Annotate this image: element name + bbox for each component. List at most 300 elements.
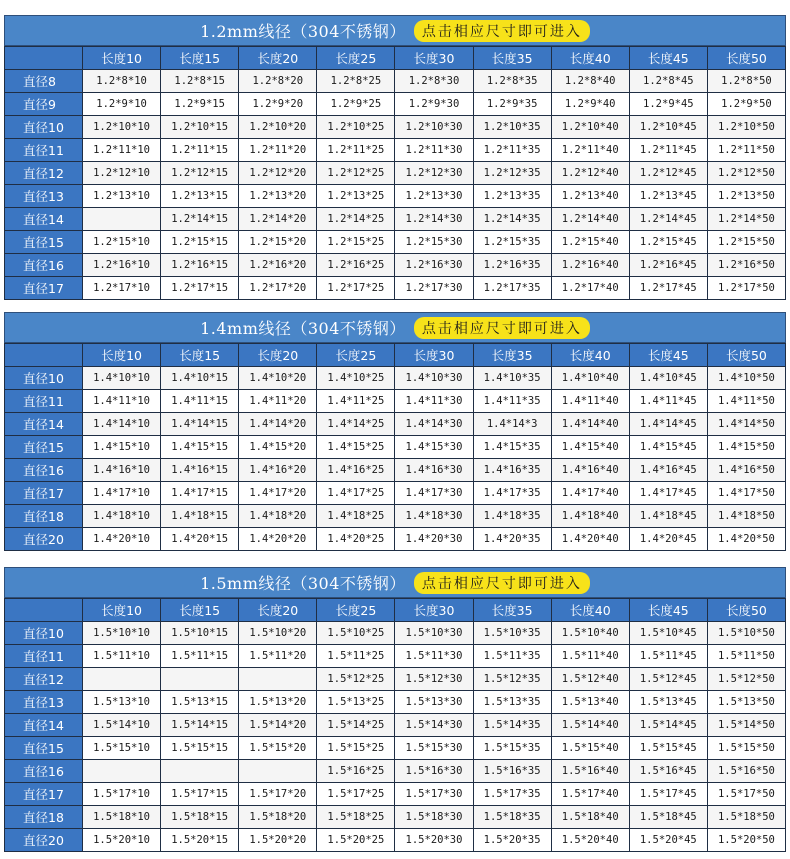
size-link-cell[interactable]: 1.4*17*45 — [629, 482, 707, 505]
size-link-cell[interactable]: 1.4*20*30 — [395, 528, 473, 551]
size-link-cell[interactable]: 1.4*14*3 — [473, 413, 551, 436]
diameter-label: 直径11 — [5, 645, 83, 668]
size-link-cell[interactable]: 1.2*15*10 — [83, 231, 161, 254]
size-link-cell[interactable]: 1.2*11*25 — [317, 139, 395, 162]
size-link-cell[interactable]: 1.4*10*10 — [83, 367, 161, 390]
size-link-cell[interactable]: 1.4*20*50 — [707, 528, 785, 551]
size-link-cell[interactable]: 1.5*10*20 — [239, 622, 317, 645]
size-link-cell[interactable]: 1.2*9*35 — [473, 93, 551, 116]
size-link-cell[interactable]: 1.2*17*25 — [317, 277, 395, 300]
size-link-cell[interactable]: 1.2*17*50 — [707, 277, 785, 300]
size-link-cell[interactable]: 1.2*13*10 — [83, 185, 161, 208]
table-row — [5, 208, 786, 231]
size-link-cell[interactable]: 1.4*15*35 — [473, 436, 551, 459]
size-link-cell[interactable]: 1.5*10*25 — [317, 622, 395, 645]
size-link-cell[interactable]: 1.4*17*20 — [239, 482, 317, 505]
size-link-cell[interactable]: 1.4*16*50 — [707, 459, 785, 482]
size-link-cell[interactable]: 1.4*18*50 — [707, 505, 785, 528]
size-link-cell[interactable]: 1.2*12*10 — [83, 162, 161, 185]
size-link-cell[interactable]: 1.5*18*30 — [395, 806, 473, 829]
size-link-cell[interactable]: 1.4*15*30 — [395, 436, 473, 459]
size-link-cell[interactable]: 1.5*20*50 — [707, 829, 785, 852]
size-link-cell[interactable]: 1.2*16*25 — [317, 254, 395, 277]
length-header: 长度25 — [317, 344, 395, 367]
size-link-cell[interactable]: 1.5*14*20 — [239, 714, 317, 737]
size-link-cell[interactable]: 1.2*13*20 — [239, 185, 317, 208]
size-link-cell[interactable]: 1.4*15*20 — [239, 436, 317, 459]
diameter-label: 直径10 — [5, 116, 83, 139]
size-link-cell[interactable]: 1.5*17*50 — [707, 783, 785, 806]
size-link-cell[interactable]: 1.2*17*40 — [551, 277, 629, 300]
size-link-cell[interactable]: 1.5*18*15 — [161, 806, 239, 829]
size-link-cell[interactable]: 1.2*8*40 — [551, 70, 629, 93]
size-link-cell[interactable]: 1.5*13*40 — [551, 691, 629, 714]
size-link-cell[interactable]: 1.2*11*40 — [551, 139, 629, 162]
size-link-cell[interactable]: 1.4*17*40 — [551, 482, 629, 505]
size-link-cell[interactable]: 1.2*10*10 — [83, 116, 161, 139]
size-link-cell[interactable]: 1.5*18*40 — [551, 806, 629, 829]
size-link-cell[interactable]: 1.5*15*20 — [239, 737, 317, 760]
size-link-cell[interactable]: 1.4*11*30 — [395, 390, 473, 413]
size-link-cell[interactable]: 1.2*9*15 — [161, 93, 239, 116]
size-link-cell[interactable]: 1.4*14*50 — [707, 413, 785, 436]
size-link-cell[interactable]: 1.2*8*50 — [707, 70, 785, 93]
size-link-cell[interactable]: 1.4*10*40 — [551, 367, 629, 390]
size-link-cell[interactable]: 1.2*12*25 — [317, 162, 395, 185]
size-link-cell[interactable]: 1.5*20*40 — [551, 829, 629, 852]
size-link-cell[interactable]: 1.5*11*25 — [317, 645, 395, 668]
size-link-cell[interactable]: 1.2*9*30 — [395, 93, 473, 116]
size-link-cell[interactable]: 1.2*15*45 — [629, 231, 707, 254]
size-link-cell[interactable]: 1.5*15*10 — [83, 737, 161, 760]
table-row — [5, 528, 786, 551]
header-row — [5, 47, 786, 70]
size-link-cell[interactable]: 1.4*14*40 — [551, 413, 629, 436]
size-link-cell[interactable]: 1.4*10*35 — [473, 367, 551, 390]
length-header: 长度25 — [317, 599, 395, 622]
size-link-cell[interactable]: 1.5*11*45 — [629, 645, 707, 668]
size-link-cell[interactable]: 1.4*17*10 — [83, 482, 161, 505]
size-link-cell[interactable]: 1.2*10*15 — [161, 116, 239, 139]
size-link-cell[interactable]: 1.5*16*30 — [395, 760, 473, 783]
length-header: 长度10 — [83, 344, 161, 367]
size-link-cell[interactable]: 1.5*14*50 — [707, 714, 785, 737]
size-link-cell[interactable]: 1.4*11*45 — [629, 390, 707, 413]
size-link-cell[interactable]: 1.5*14*45 — [629, 714, 707, 737]
diameter-label: 直径13 — [5, 691, 83, 714]
size-link-cell[interactable]: 1.4*10*30 — [395, 367, 473, 390]
size-link-cell[interactable]: 1.5*10*35 — [473, 622, 551, 645]
size-link-cell[interactable]: 1.2*12*20 — [239, 162, 317, 185]
size-link-cell[interactable]: 1.4*14*30 — [395, 413, 473, 436]
size-link-cell[interactable]: 1.5*17*45 — [629, 783, 707, 806]
size-link-cell[interactable]: 1.5*20*45 — [629, 829, 707, 852]
diameter-label: 直径8 — [5, 70, 83, 93]
size-link-cell[interactable]: 1.2*14*25 — [317, 208, 395, 231]
size-link-cell[interactable]: 1.5*20*10 — [83, 829, 161, 852]
size-link-cell[interactable]: 1.5*12*30 — [395, 668, 473, 691]
size-link-cell[interactable]: 1.5*11*40 — [551, 645, 629, 668]
size-link-cell[interactable]: 1.4*14*10 — [83, 413, 161, 436]
size-link-cell[interactable]: 1.2*10*35 — [473, 116, 551, 139]
size-link-cell[interactable]: 1.2*10*45 — [629, 116, 707, 139]
table-title-bar — [4, 312, 786, 343]
table-row — [5, 277, 786, 300]
length-header: 长度10 — [83, 599, 161, 622]
size-link-cell[interactable]: 1.4*16*10 — [83, 459, 161, 482]
enter-size-link[interactable]: 点击相应尺寸即可进入 — [414, 572, 590, 594]
size-link-cell[interactable]: 1.5*11*10 — [83, 645, 161, 668]
size-link-cell[interactable]: 1.5*16*25 — [317, 760, 395, 783]
size-link-cell[interactable]: 1.2*16*15 — [161, 254, 239, 277]
size-link-cell[interactable]: 1.5*17*20 — [239, 783, 317, 806]
length-header: 长度20 — [239, 344, 317, 367]
size-link-cell[interactable]: 1.4*17*50 — [707, 482, 785, 505]
size-link-cell[interactable]: 1.4*14*20 — [239, 413, 317, 436]
size-link-cell[interactable]: 1.2*8*15 — [161, 70, 239, 93]
size-link-cell[interactable]: 1.2*12*40 — [551, 162, 629, 185]
size-link-cell[interactable]: 1.2*13*30 — [395, 185, 473, 208]
size-link-cell[interactable]: 1.5*17*35 — [473, 783, 551, 806]
size-link-cell[interactable]: 1.4*11*50 — [707, 390, 785, 413]
size-link-cell[interactable]: 1.2*15*25 — [317, 231, 395, 254]
table-row — [5, 622, 786, 645]
size-link-cell[interactable]: 1.5*20*30 — [395, 829, 473, 852]
diameter-label: 直径10 — [5, 367, 83, 390]
size-link-cell[interactable]: 1.4*15*25 — [317, 436, 395, 459]
size-link-cell[interactable]: 1.2*16*10 — [83, 254, 161, 277]
size-link-cell[interactable]: 1.2*11*10 — [83, 139, 161, 162]
size-link-cell[interactable]: 1.2*13*40 — [551, 185, 629, 208]
size-link-cell[interactable]: 1.2*10*50 — [707, 116, 785, 139]
size-link-cell[interactable]: 1.5*15*40 — [551, 737, 629, 760]
size-link-cell[interactable]: 1.4*11*40 — [551, 390, 629, 413]
size-link-cell[interactable]: 1.2*14*15 — [161, 208, 239, 231]
size-link-cell[interactable]: 1.4*15*10 — [83, 436, 161, 459]
size-link-cell[interactable]: 1.4*16*30 — [395, 459, 473, 482]
table-row — [5, 645, 786, 668]
size-link-cell[interactable]: 1.2*11*20 — [239, 139, 317, 162]
size-link-cell[interactable]: 1.5*16*50 — [707, 760, 785, 783]
size-link-cell[interactable]: 1.5*14*35 — [473, 714, 551, 737]
size-link-cell[interactable]: 1.2*15*35 — [473, 231, 551, 254]
size-link-cell[interactable]: 1.2*9*50 — [707, 93, 785, 116]
size-link-cell[interactable]: 1.5*16*45 — [629, 760, 707, 783]
size-link-cell[interactable]: 1.4*15*50 — [707, 436, 785, 459]
size-link-cell[interactable]: 1.2*9*40 — [551, 93, 629, 116]
size-link-cell[interactable]: 1.5*18*45 — [629, 806, 707, 829]
size-link-cell[interactable]: 1.4*20*40 — [551, 528, 629, 551]
corner-cell — [5, 599, 83, 622]
size-link-cell[interactable]: 1.2*8*25 — [317, 70, 395, 93]
diameter-label: 直径10 — [5, 622, 83, 645]
size-link-cell[interactable]: 1.5*14*10 — [83, 714, 161, 737]
size-link-cell[interactable]: 1.5*16*35 — [473, 760, 551, 783]
size-link-cell[interactable]: 1.2*14*50 — [707, 208, 785, 231]
diameter-label: 直径18 — [5, 505, 83, 528]
diameter-label: 直径15 — [5, 436, 83, 459]
size-link-cell[interactable]: 1.5*11*35 — [473, 645, 551, 668]
size-link-cell[interactable]: 1.4*16*40 — [551, 459, 629, 482]
size-link-cell[interactable]: 1.2*17*15 — [161, 277, 239, 300]
size-link-cell[interactable]: 1.2*14*45 — [629, 208, 707, 231]
size-link-cell[interactable]: 1.5*15*15 — [161, 737, 239, 760]
empty-cell — [161, 760, 239, 783]
size-link-cell[interactable]: 1.5*20*20 — [239, 829, 317, 852]
size-link-cell[interactable]: 1.2*13*15 — [161, 185, 239, 208]
size-link-cell[interactable]: 1.4*18*30 — [395, 505, 473, 528]
size-link-cell[interactable]: 1.2*13*50 — [707, 185, 785, 208]
size-link-cell[interactable]: 1.2*11*35 — [473, 139, 551, 162]
size-link-cell[interactable]: 1.2*10*40 — [551, 116, 629, 139]
size-link-cell[interactable]: 1.2*11*15 — [161, 139, 239, 162]
size-link-cell[interactable]: 1.4*10*45 — [629, 367, 707, 390]
size-link-cell[interactable]: 1.5*15*30 — [395, 737, 473, 760]
size-link-cell[interactable]: 1.5*14*25 — [317, 714, 395, 737]
size-link-cell[interactable]: 1.2*8*45 — [629, 70, 707, 93]
size-link-cell[interactable]: 1.4*17*35 — [473, 482, 551, 505]
size-link-cell[interactable]: 1.2*15*40 — [551, 231, 629, 254]
size-link-cell[interactable]: 1.4*18*20 — [239, 505, 317, 528]
size-link-cell[interactable]: 1.5*20*35 — [473, 829, 551, 852]
size-link-cell[interactable]: 1.4*18*35 — [473, 505, 551, 528]
size-link-cell[interactable]: 1.2*16*50 — [707, 254, 785, 277]
size-link-cell[interactable]: 1.5*14*40 — [551, 714, 629, 737]
enter-size-link[interactable]: 点击相应尺寸即可进入 — [414, 20, 590, 42]
size-link-cell[interactable]: 1.5*13*30 — [395, 691, 473, 714]
size-link-cell[interactable]: 1.5*13*15 — [161, 691, 239, 714]
size-link-cell[interactable]: 1.4*10*50 — [707, 367, 785, 390]
size-link-cell[interactable]: 1.2*15*50 — [707, 231, 785, 254]
size-link-cell[interactable]: 1.2*9*10 — [83, 93, 161, 116]
size-link-cell[interactable]: 1.5*14*15 — [161, 714, 239, 737]
size-link-cell[interactable]: 1.5*14*30 — [395, 714, 473, 737]
diameter-label: 直径15 — [5, 231, 83, 254]
size-link-cell[interactable]: 1.4*18*10 — [83, 505, 161, 528]
size-link-cell[interactable]: 1.4*17*25 — [317, 482, 395, 505]
diameter-label: 直径13 — [5, 185, 83, 208]
table-row — [5, 806, 786, 829]
size-link-cell[interactable]: 1.5*10*50 — [707, 622, 785, 645]
size-link-cell[interactable]: 1.5*15*45 — [629, 737, 707, 760]
diameter-label: 直径20 — [5, 829, 83, 852]
table-row — [5, 482, 786, 505]
size-link-cell[interactable]: 1.5*20*15 — [161, 829, 239, 852]
size-link-cell[interactable]: 1.5*18*10 — [83, 806, 161, 829]
size-link-cell[interactable]: 1.2*12*30 — [395, 162, 473, 185]
size-link-cell[interactable]: 1.4*16*25 — [317, 459, 395, 482]
size-link-cell[interactable]: 1.2*12*15 — [161, 162, 239, 185]
table-title: 1.4mm线径（304不锈钢） — [200, 319, 406, 338]
size-link-cell[interactable]: 1.4*20*10 — [83, 528, 161, 551]
size-link-cell[interactable]: 1.2*8*20 — [239, 70, 317, 93]
size-link-cell[interactable]: 1.5*11*50 — [707, 645, 785, 668]
size-link-cell[interactable]: 1.4*16*20 — [239, 459, 317, 482]
size-link-cell[interactable]: 1.2*11*45 — [629, 139, 707, 162]
size-link-cell[interactable]: 1.4*18*45 — [629, 505, 707, 528]
size-link-cell[interactable]: 1.5*17*25 — [317, 783, 395, 806]
table-row — [5, 162, 786, 185]
size-link-cell[interactable]: 1.2*15*15 — [161, 231, 239, 254]
size-link-cell[interactable]: 1.4*14*25 — [317, 413, 395, 436]
length-header: 长度40 — [551, 599, 629, 622]
size-link-cell[interactable]: 1.4*11*15 — [161, 390, 239, 413]
size-link-cell[interactable]: 1.5*11*15 — [161, 645, 239, 668]
size-link-cell[interactable]: 1.2*8*30 — [395, 70, 473, 93]
size-link-cell[interactable]: 1.5*16*40 — [551, 760, 629, 783]
size-link-cell[interactable]: 1.5*15*50 — [707, 737, 785, 760]
table-row — [5, 185, 786, 208]
size-link-cell[interactable]: 1.2*12*45 — [629, 162, 707, 185]
size-link-cell[interactable]: 1.2*14*20 — [239, 208, 317, 231]
size-link-cell[interactable]: 1.2*13*45 — [629, 185, 707, 208]
size-link-cell[interactable]: 1.5*12*45 — [629, 668, 707, 691]
size-link-cell[interactable]: 1.4*18*25 — [317, 505, 395, 528]
size-link-cell[interactable]: 1.4*16*15 — [161, 459, 239, 482]
size-link-cell[interactable]: 1.4*16*35 — [473, 459, 551, 482]
size-link-cell[interactable]: 1.5*13*20 — [239, 691, 317, 714]
size-link-cell[interactable]: 1.5*13*25 — [317, 691, 395, 714]
size-link-cell[interactable]: 1.5*12*25 — [317, 668, 395, 691]
size-link-cell[interactable]: 1.5*18*35 — [473, 806, 551, 829]
size-link-cell[interactable]: 1.2*12*50 — [707, 162, 785, 185]
size-link-cell[interactable]: 1.4*20*35 — [473, 528, 551, 551]
size-link-cell[interactable]: 1.4*20*20 — [239, 528, 317, 551]
table-row — [5, 783, 786, 806]
size-link-cell[interactable]: 1.2*17*45 — [629, 277, 707, 300]
size-link-cell[interactable]: 1.5*13*50 — [707, 691, 785, 714]
size-link-cell[interactable]: 1.2*16*35 — [473, 254, 551, 277]
size-link-cell[interactable]: 1.5*12*50 — [707, 668, 785, 691]
size-link-cell[interactable]: 1.2*10*30 — [395, 116, 473, 139]
empty-cell — [239, 668, 317, 691]
size-link-cell[interactable]: 1.4*11*35 — [473, 390, 551, 413]
size-link-cell[interactable]: 1.5*11*30 — [395, 645, 473, 668]
size-link-cell[interactable]: 1.4*17*15 — [161, 482, 239, 505]
size-link-cell[interactable]: 1.4*20*45 — [629, 528, 707, 551]
size-link-cell[interactable]: 1.4*11*20 — [239, 390, 317, 413]
size-link-cell[interactable]: 1.2*15*30 — [395, 231, 473, 254]
size-link-cell[interactable]: 1.2*17*30 — [395, 277, 473, 300]
size-link-cell[interactable]: 1.4*18*15 — [161, 505, 239, 528]
size-link-cell[interactable]: 1.5*18*20 — [239, 806, 317, 829]
size-link-cell[interactable]: 1.2*16*20 — [239, 254, 317, 277]
table-row — [5, 231, 786, 254]
size-link-cell[interactable]: 1.4*16*45 — [629, 459, 707, 482]
size-link-cell[interactable]: 1.2*15*20 — [239, 231, 317, 254]
size-link-cell[interactable]: 1.2*14*30 — [395, 208, 473, 231]
size-link-cell[interactable]: 1.5*10*45 — [629, 622, 707, 645]
size-link-cell[interactable]: 1.4*15*45 — [629, 436, 707, 459]
size-link-cell[interactable]: 1.4*17*30 — [395, 482, 473, 505]
size-link-cell[interactable]: 1.4*15*40 — [551, 436, 629, 459]
size-link-cell[interactable]: 1.5*13*10 — [83, 691, 161, 714]
table-row — [5, 505, 786, 528]
enter-size-link[interactable]: 点击相应尺寸即可进入 — [414, 317, 590, 339]
size-link-cell[interactable]: 1.2*10*25 — [317, 116, 395, 139]
table-title: 1.5mm线径（304不锈钢） — [200, 574, 406, 593]
size-link-cell[interactable]: 1.5*15*25 — [317, 737, 395, 760]
table-row — [5, 139, 786, 162]
length-header: 长度45 — [629, 344, 707, 367]
size-link-cell[interactable]: 1.2*11*30 — [395, 139, 473, 162]
size-link-cell[interactable]: 1.5*13*35 — [473, 691, 551, 714]
table-row — [5, 70, 786, 93]
size-link-cell[interactable]: 1.5*15*35 — [473, 737, 551, 760]
size-link-cell[interactable]: 1.5*18*25 — [317, 806, 395, 829]
size-link-cell[interactable]: 1.5*18*50 — [707, 806, 785, 829]
size-link-cell[interactable]: 1.5*13*45 — [629, 691, 707, 714]
size-link-cell[interactable]: 1.2*14*35 — [473, 208, 551, 231]
size-link-cell[interactable]: 1.5*10*40 — [551, 622, 629, 645]
size-link-cell[interactable]: 1.4*11*25 — [317, 390, 395, 413]
size-link-cell[interactable]: 1.4*11*10 — [83, 390, 161, 413]
size-link-cell[interactable]: 1.4*20*15 — [161, 528, 239, 551]
size-link-cell[interactable]: 1.2*11*50 — [707, 139, 785, 162]
size-link-cell[interactable]: 1.5*10*10 — [83, 622, 161, 645]
size-link-cell[interactable]: 1.2*17*35 — [473, 277, 551, 300]
size-link-cell[interactable]: 1.5*17*40 — [551, 783, 629, 806]
size-link-cell[interactable]: 1.2*17*10 — [83, 277, 161, 300]
size-link-cell[interactable]: 1.2*9*25 — [317, 93, 395, 116]
empty-cell — [83, 668, 161, 691]
size-link-cell[interactable]: 1.5*12*40 — [551, 668, 629, 691]
size-link-cell[interactable]: 1.4*10*20 — [239, 367, 317, 390]
size-link-cell[interactable]: 1.2*9*45 — [629, 93, 707, 116]
size-link-cell[interactable]: 1.5*10*30 — [395, 622, 473, 645]
size-link-cell[interactable]: 1.5*10*15 — [161, 622, 239, 645]
header-row — [5, 344, 786, 367]
size-link-cell[interactable]: 1.5*17*30 — [395, 783, 473, 806]
length-header: 长度50 — [707, 599, 785, 622]
size-link-cell[interactable]: 1.2*14*40 — [551, 208, 629, 231]
size-link-cell[interactable]: 1.2*8*35 — [473, 70, 551, 93]
size-link-cell[interactable]: 1.2*12*35 — [473, 162, 551, 185]
diameter-label: 直径16 — [5, 254, 83, 277]
size-link-cell[interactable]: 1.2*17*20 — [239, 277, 317, 300]
size-link-cell[interactable]: 1.2*16*45 — [629, 254, 707, 277]
size-link-cell[interactable]: 1.5*20*25 — [317, 829, 395, 852]
size-link-cell[interactable]: 1.5*17*10 — [83, 783, 161, 806]
size-link-cell[interactable]: 1.5*12*35 — [473, 668, 551, 691]
length-header: 长度30 — [395, 599, 473, 622]
table-row — [5, 760, 786, 783]
size-link-cell[interactable]: 1.2*13*25 — [317, 185, 395, 208]
length-header: 长度40 — [551, 344, 629, 367]
length-header: 长度15 — [161, 344, 239, 367]
size-link-cell[interactable]: 1.5*11*20 — [239, 645, 317, 668]
size-link-cell[interactable]: 1.4*14*45 — [629, 413, 707, 436]
size-link-cell[interactable]: 1.5*17*15 — [161, 783, 239, 806]
size-link-cell[interactable]: 1.2*16*40 — [551, 254, 629, 277]
size-link-cell[interactable]: 1.2*16*30 — [395, 254, 473, 277]
size-link-cell[interactable]: 1.4*20*25 — [317, 528, 395, 551]
diameter-label: 直径14 — [5, 208, 83, 231]
size-link-cell[interactable]: 1.4*15*15 — [161, 436, 239, 459]
size-link-cell[interactable]: 1.2*8*10 — [83, 70, 161, 93]
size-link-cell[interactable]: 1.4*10*25 — [317, 367, 395, 390]
length-header: 长度40 — [551, 47, 629, 70]
size-link-cell[interactable]: 1.4*10*15 — [161, 367, 239, 390]
size-link-cell[interactable]: 1.2*9*20 — [239, 93, 317, 116]
size-link-cell[interactable]: 1.4*14*15 — [161, 413, 239, 436]
diameter-label: 直径16 — [5, 459, 83, 482]
size-link-cell[interactable]: 1.2*10*20 — [239, 116, 317, 139]
corner-cell — [5, 344, 83, 367]
size-link-cell[interactable]: 1.4*18*40 — [551, 505, 629, 528]
size-link-cell[interactable]: 1.2*13*35 — [473, 185, 551, 208]
table-row — [5, 254, 786, 277]
